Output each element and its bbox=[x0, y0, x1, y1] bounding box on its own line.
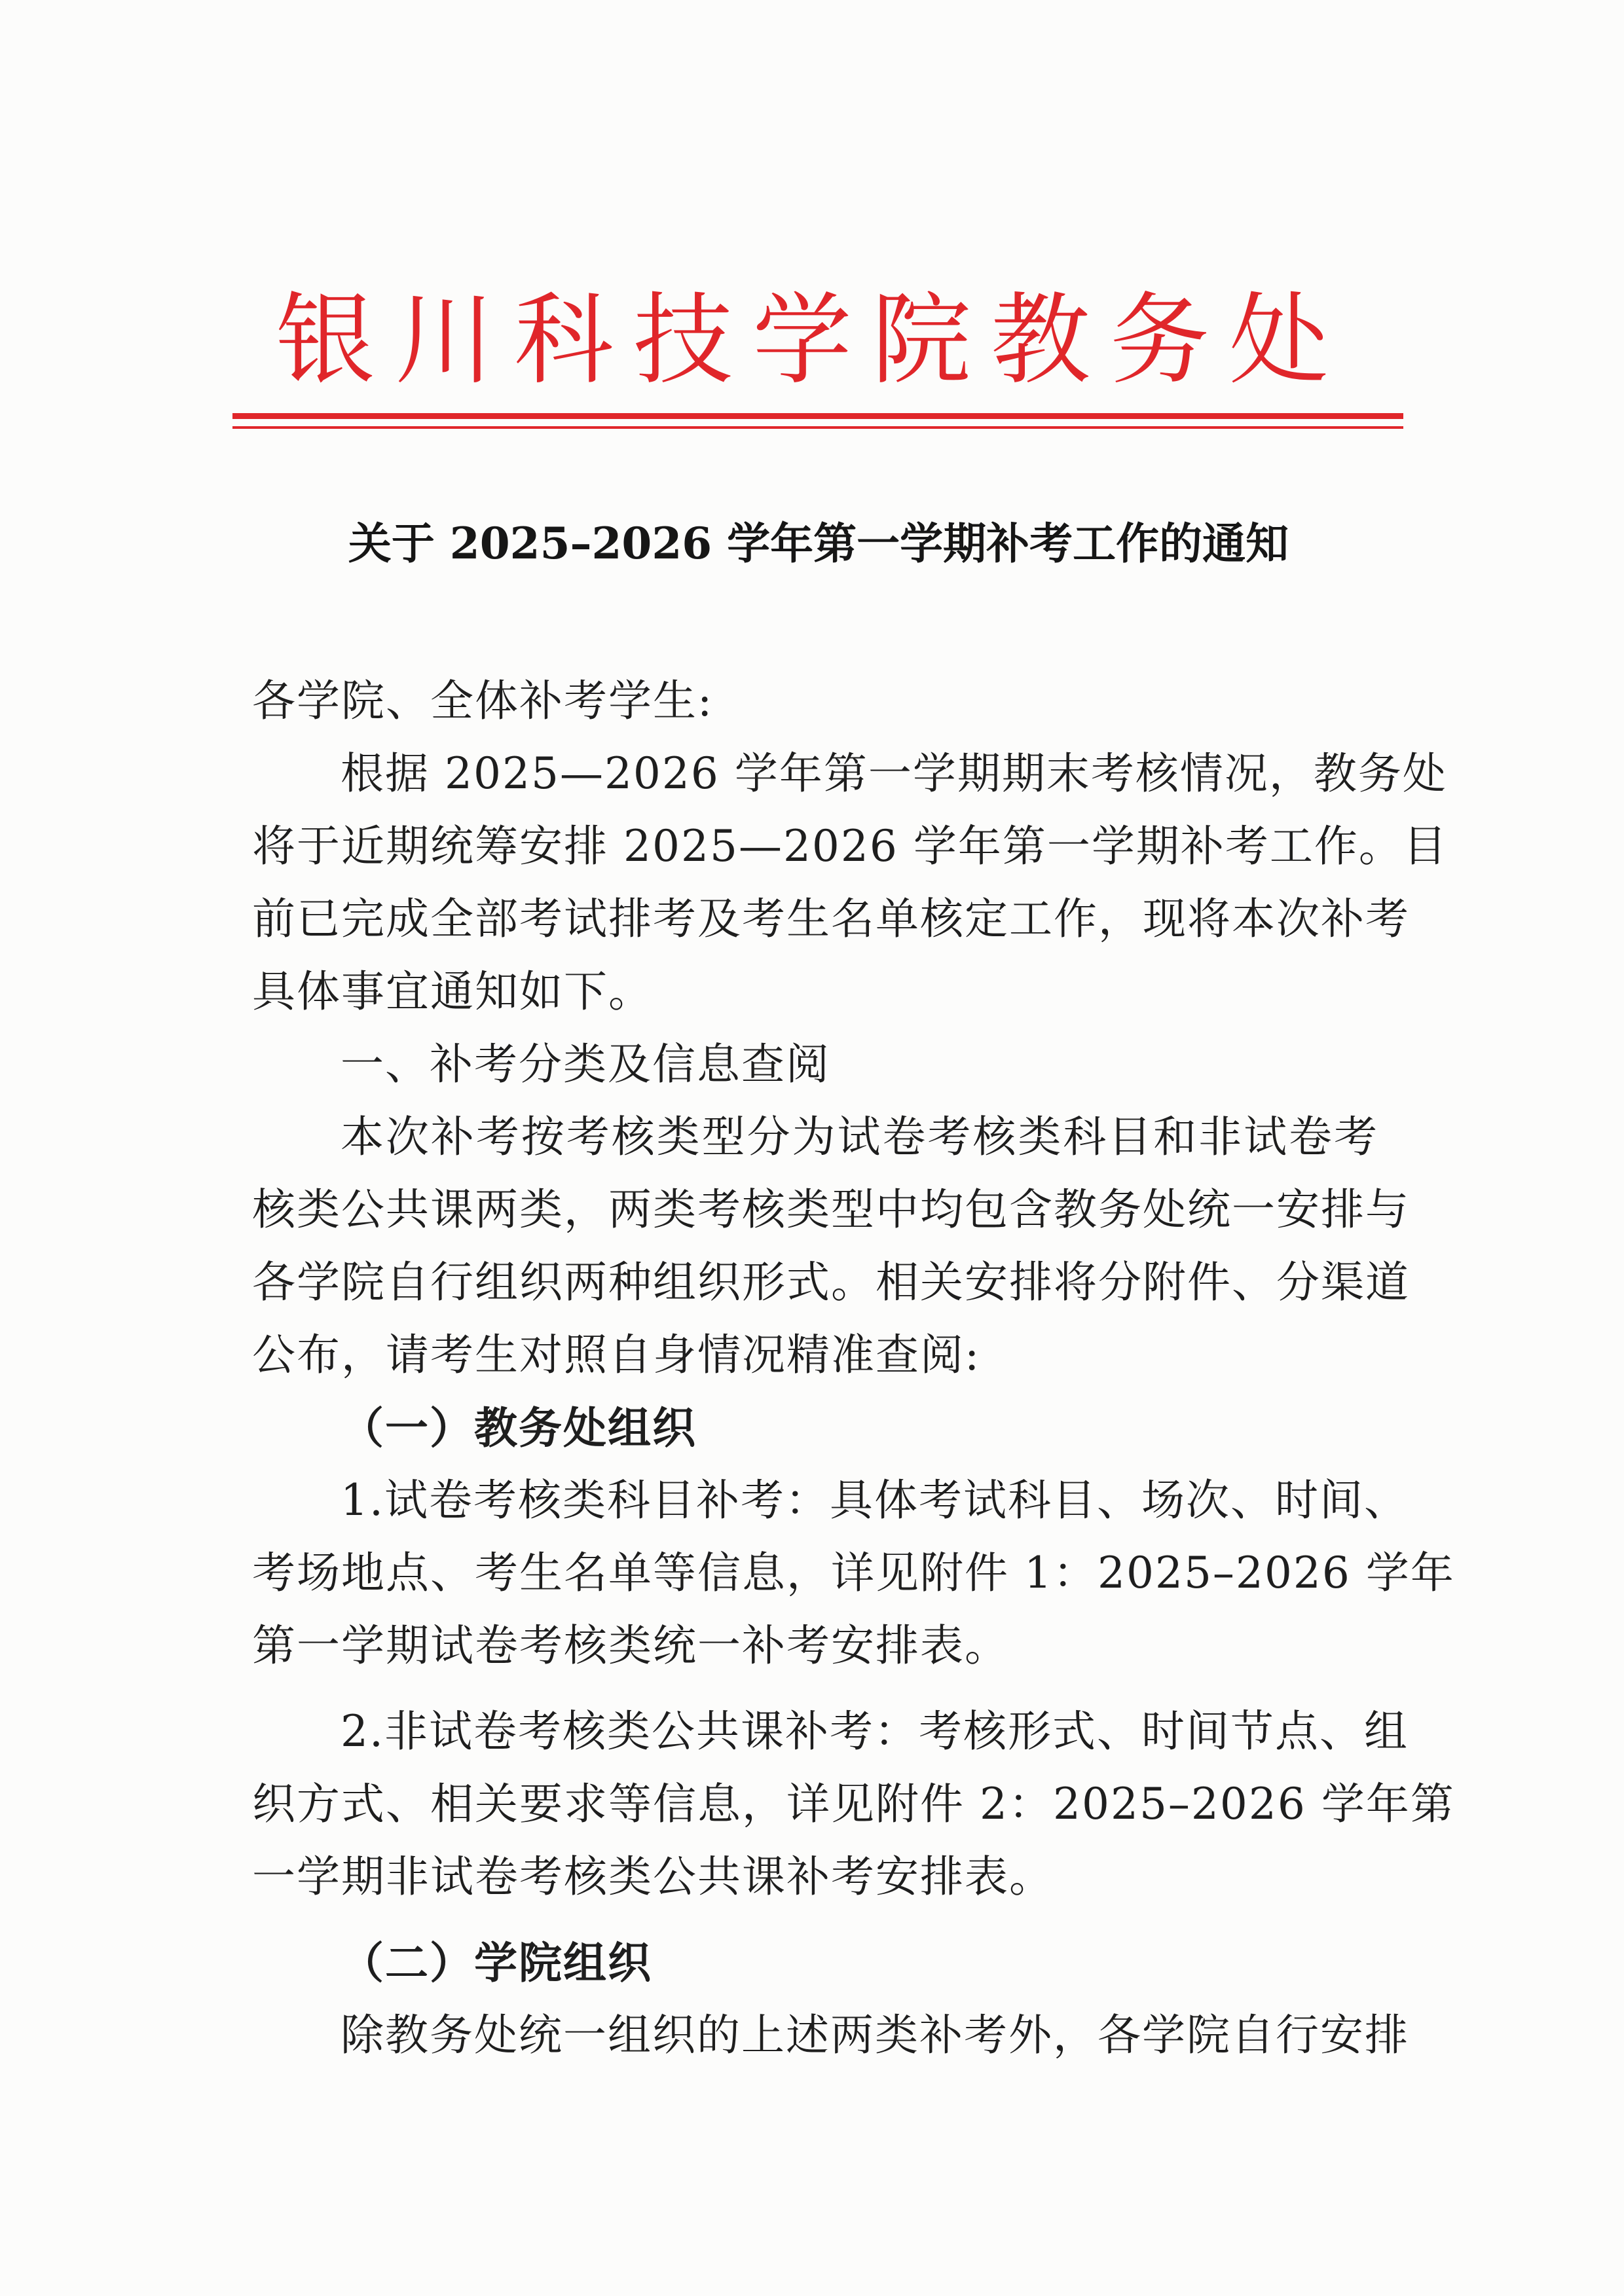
letterhead-red-rule-thick bbox=[232, 413, 1403, 419]
paragraph-line: 具体事宜通知如下。 bbox=[252, 966, 653, 1017]
paragraph-line: 将于近期统筹安排 2025—2026 学年第一学期补考工作。目 bbox=[252, 821, 1448, 871]
paragraph-line: 1.试卷考核类科目补考：具体考试科目、场次、时间、 bbox=[341, 1475, 1409, 1525]
paragraph-line: 公布，请考生对照自身情况精准查阅: bbox=[252, 1330, 981, 1380]
paragraph-line: 第一学期试卷考核类统一补考安排表。 bbox=[252, 1620, 1009, 1671]
paragraph-line: 除教务处统一组织的上述两类补考外，各学院自行安排 bbox=[341, 2010, 1409, 2060]
paragraph-line: 本次补考按考核类型分为试卷考核类科目和非试卷考 bbox=[341, 1112, 1378, 1162]
subsection-heading-1: （一）教务处组织 bbox=[341, 1402, 697, 1453]
letterhead-red-rule-thin bbox=[232, 426, 1403, 429]
paragraph-line: 根据 2025—2026 学年第一学期期末考核情况，教务处 bbox=[341, 748, 1447, 799]
salutation: 各学院、全体补考学生: bbox=[252, 676, 714, 726]
paragraph-line: 各学院自行组织两种组织形式。相关安排将分附件、分渠道 bbox=[252, 1257, 1410, 1307]
section-heading-1: 一、补考分类及信息查阅 bbox=[341, 1039, 830, 1089]
paragraph-line: 考场地点、考生名单等信息，详见附件 1：2025–2026 学年 bbox=[252, 1548, 1455, 1598]
paragraph-line: 一学期非试卷考核类公共课补考安排表。 bbox=[252, 1851, 1054, 1902]
paragraph-line: 前已完成全部考试排考及考生名单核定工作，现将本次补考 bbox=[252, 894, 1410, 944]
subsection-heading-2: （二）学院组织 bbox=[341, 1937, 652, 1988]
paragraph-line: 2.非试卷考核类公共课补考：考核形式、时间节点、组 bbox=[341, 1706, 1409, 1757]
paragraph-line: 织方式、相关要求等信息，详见附件 2：2025–2026 学年第 bbox=[252, 1779, 1455, 1829]
letterhead-title: 银川科技学院教务处 bbox=[276, 282, 1348, 398]
paragraph-line: 核类公共课两类，两类考核类型中均包含教务处统一安排与 bbox=[252, 1184, 1410, 1235]
document-title: 关于 2025–2026 学年第一学期补考工作的通知 bbox=[348, 518, 1289, 569]
